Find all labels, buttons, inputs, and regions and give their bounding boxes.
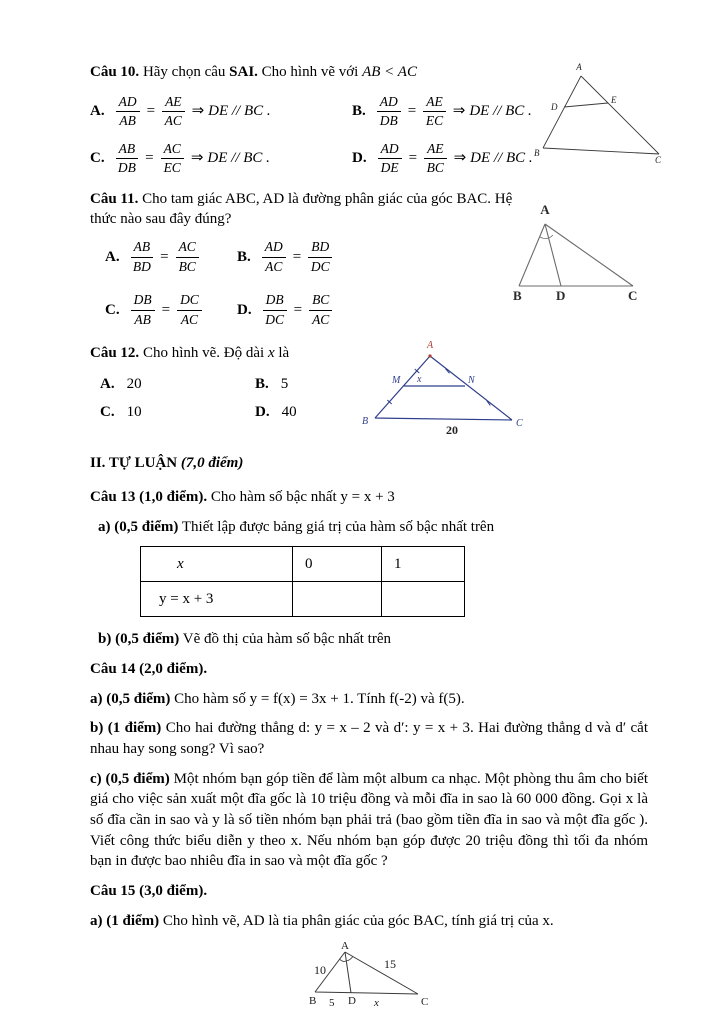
numerator: DB [131, 292, 155, 310]
fraction [262, 239, 286, 274]
numerator: AB [131, 239, 154, 257]
numerator: AE [424, 141, 447, 159]
triangle-lines [543, 76, 659, 154]
q15-triangle-figure [300, 940, 440, 1012]
fraction [131, 292, 155, 327]
section-title: II. TỰ LUẬN [90, 455, 178, 472]
q14-part-c [90, 769, 648, 872]
option-label: D. [237, 301, 252, 318]
heading-math-x: x [267, 345, 275, 362]
part-text: Cho hình vẽ, AD là tia phân giác của góc BAC, tính giá trị của x. [162, 912, 554, 929]
q14-part-a [90, 689, 648, 710]
question-15-heading [90, 881, 648, 902]
part-text: Cho hàm số y = f(x) = 3x + 1. Tính f(-2) và f(5). [174, 690, 465, 707]
part-label: c) (0,5 điểm) [90, 770, 170, 787]
q11-option-b [237, 238, 450, 276]
option-label: C. [90, 150, 105, 167]
option-label: B. [255, 375, 269, 392]
option-label: D. [352, 150, 367, 167]
heading-bold: SAI. [229, 64, 258, 80]
part-text: Cho hai đường thẳng d: y = x – 2 và d′: y = x + 3. Hai đường thẳng d và d′ cắt nhau hay song song? Vì sao? [90, 720, 648, 757]
vertex-label-B: B [309, 995, 317, 1008]
numerator: AD [378, 141, 402, 159]
question-13-heading [90, 487, 648, 508]
numerator: BD [308, 239, 332, 257]
equals-sign: = [161, 301, 171, 318]
heading-text: Cho tam giác ABC, AD là đường phân giác của góc BAC. Hệ thức nào sau đây đúng? [90, 190, 513, 228]
q11-option-a [105, 238, 237, 276]
fraction [162, 94, 185, 129]
option-value: 5 [280, 375, 289, 392]
q14-part-b [90, 718, 648, 759]
table-cell-0: 0 [293, 547, 382, 582]
fraction [263, 292, 287, 327]
part-label: b) (1 điểm) [90, 720, 162, 737]
option-value: 20 [126, 375, 142, 392]
vertex-label-D: D [551, 102, 558, 112]
section-points: (7,0 điểm) [180, 455, 244, 472]
option-label: C. [105, 301, 120, 318]
question-number: Câu 15 (3,0 điểm). [90, 883, 208, 900]
fraction [176, 239, 199, 274]
vertex-label-N: N [468, 375, 475, 386]
fraction [116, 141, 139, 176]
conclusion: DE // BC . [470, 150, 533, 167]
vertex-label-A: A [576, 62, 582, 72]
triangle-lines [375, 356, 512, 420]
q15-part-a [90, 911, 648, 932]
base-length-label: 20 [446, 423, 458, 436]
q12-triangle-figure [360, 336, 525, 436]
q13-part-b [98, 629, 648, 650]
question-number: Câu 10. [90, 64, 140, 80]
table-cell-empty [382, 582, 465, 617]
q10-triangle-figure [533, 60, 668, 165]
apex-dot [428, 354, 431, 357]
question-number: Câu 13 (1,0 điểm). [90, 488, 208, 505]
question-number: Câu 12. [90, 345, 140, 362]
side-label-AC: 15 [384, 957, 396, 972]
implies-sign: ⇒ [452, 103, 466, 120]
implies-sign: ⇒ [453, 150, 467, 167]
option-value: 10 [126, 404, 142, 421]
conclusion: DE // BC . [469, 103, 532, 120]
fraction [308, 239, 332, 274]
value-table [140, 546, 465, 617]
vertex-label-A: A [426, 340, 434, 351]
fraction [423, 94, 446, 129]
triangle-lines [315, 952, 418, 994]
heading-text: Cho hình vẽ với [261, 64, 359, 80]
table-row [141, 582, 465, 617]
vertex-label-C: C [516, 418, 523, 429]
question-13 [90, 487, 648, 650]
denominator: AB [119, 113, 136, 129]
equals-sign: = [407, 103, 417, 120]
heading-text: Cho hình vẽ. Độ dài [142, 345, 265, 362]
vertex-label-B: B [513, 288, 522, 303]
question-number: Câu 11. [90, 190, 139, 207]
equals-sign: = [160, 248, 169, 265]
vertex-label-B: B [362, 416, 369, 427]
part-label: a) (0,5 điểm) [90, 690, 171, 707]
numerator: AC [176, 239, 199, 257]
side-label-BD: 5 [329, 997, 335, 1010]
denominator: AC [265, 258, 283, 274]
question-15 [90, 881, 648, 1012]
denominator: EC [163, 160, 181, 176]
q11-option-d [237, 291, 450, 329]
heading-math: AB < AC [362, 64, 417, 80]
denominator: AB [134, 311, 151, 327]
q13-part-a [98, 517, 648, 538]
heading-text: là [278, 345, 290, 362]
fraction [424, 141, 447, 176]
denominator: AC [164, 113, 182, 129]
vertex-label-M: M [392, 375, 401, 386]
equals-sign: = [408, 150, 418, 167]
equals-sign: = [292, 248, 302, 265]
numerator: AD [377, 94, 401, 112]
section-2-heading [90, 453, 648, 474]
q10-option-a [90, 93, 352, 131]
numerator: BC [309, 292, 332, 310]
fraction [378, 141, 402, 176]
vertex-label-C: C [421, 996, 429, 1009]
segment-label-x: x [417, 374, 422, 385]
q12-option-a [100, 374, 255, 395]
vertex-label-C: C [628, 288, 638, 303]
fraction [116, 94, 140, 129]
fraction [377, 94, 401, 129]
implies-sign: ⇒ [191, 103, 205, 120]
fraction [177, 292, 202, 327]
heading-text: Cho hàm số bậc nhất y = x + 3 [210, 488, 395, 505]
angle-arc [540, 235, 553, 239]
numerator: AD [262, 239, 286, 257]
vertex-label-C: C [655, 155, 662, 165]
denominator: EC [425, 113, 444, 129]
denominator: DC [310, 258, 330, 274]
equals-sign: = [293, 301, 303, 318]
question-14-heading [90, 659, 648, 680]
option-label: D. [255, 404, 270, 421]
equals-sign: = [145, 150, 154, 167]
side-label-DC: x [374, 997, 379, 1010]
table-cell-empty [293, 582, 382, 617]
option-label: B. [352, 103, 366, 120]
fraction [161, 141, 184, 176]
vertex-label-E: E [611, 95, 617, 105]
denominator: AC [312, 311, 330, 327]
triangle-lines [519, 224, 633, 286]
part-label: a) (1 điểm) [90, 912, 160, 929]
vertex-label-B: B [534, 148, 540, 158]
side-label-AB: 10 [314, 963, 326, 978]
option-label: A. [105, 248, 120, 265]
vertex-label-D: D [348, 995, 356, 1008]
denominator: DE [380, 160, 399, 176]
fraction [309, 292, 332, 327]
denominator: BD [132, 258, 151, 274]
part-text: Thiết lập được bảng giá trị của hàm số bậc nhất trên [181, 518, 495, 535]
vertex-label-D: D [556, 288, 566, 303]
denominator: BC [426, 160, 444, 176]
option-value: 40 [281, 404, 297, 421]
numerator: DC [177, 292, 202, 310]
q12-option-c [100, 402, 255, 423]
part-label: a) (0,5 điểm) [98, 518, 179, 535]
implies-sign: ⇒ [190, 150, 204, 167]
q11-option-c [105, 291, 237, 329]
option-label: A. [90, 103, 105, 120]
numerator: AD [116, 94, 140, 112]
vertex-label-A: A [540, 202, 550, 217]
question-number: Câu 14 (2,0 điểm). [90, 660, 208, 677]
table-cell-1: 1 [382, 547, 465, 582]
table-cell-formula: y = x + 3 [141, 582, 293, 617]
heading-text: Hãy chọn câu [142, 64, 226, 80]
numerator: AE [162, 94, 185, 112]
conclusion: DE // BC . [207, 150, 270, 167]
table-cell-x: x [141, 547, 293, 582]
numerator: AE [423, 94, 446, 112]
denominator: DC [265, 311, 284, 327]
question-14 [90, 659, 648, 872]
fraction [131, 239, 154, 274]
denominator: DB [379, 113, 398, 129]
vertex-label-A: A [341, 940, 349, 953]
denominator: AC [180, 311, 199, 327]
table-row [141, 547, 465, 582]
equals-sign: = [146, 103, 156, 120]
part-label: b) (0,5 điểm) [98, 631, 180, 648]
option-label: C. [100, 404, 115, 421]
q11-triangle-figure [503, 196, 658, 306]
denominator: BC [178, 258, 196, 274]
numerator: AC [161, 141, 184, 159]
q11-options [105, 238, 450, 329]
option-label: A. [100, 375, 115, 392]
denominator: DB [117, 160, 136, 176]
option-label: B. [237, 248, 251, 265]
part-text: Một nhóm bạn góp tiền để làm một album ca nhạc. Một phòng thu âm cho biết giá cho việc sản xuất một đĩa gốc là 10 triệu đồng và mỗi đĩa in sao là 60 000 đồng. Gọi x là số đĩa cần in sao và y là số tiền nhóm bạn phải trả (bao gồm tiền đĩa in sao và một đĩa gốc ). Viết công thức biểu diễn y theo x. Nếu nhóm bạn góp được 20 triệu đồng thì tối đa nhóm bạn in được bao nhiêu đĩa in sao và một đĩa gốc ? [90, 770, 648, 870]
q10-option-c [90, 140, 352, 178]
question-11-heading [90, 189, 522, 230]
part-text: Vẽ đồ thị của hàm số bậc nhất trên [182, 631, 391, 648]
numerator: AB [116, 141, 139, 159]
numerator: DB [263, 292, 287, 310]
conclusion: DE // BC . [208, 103, 271, 120]
